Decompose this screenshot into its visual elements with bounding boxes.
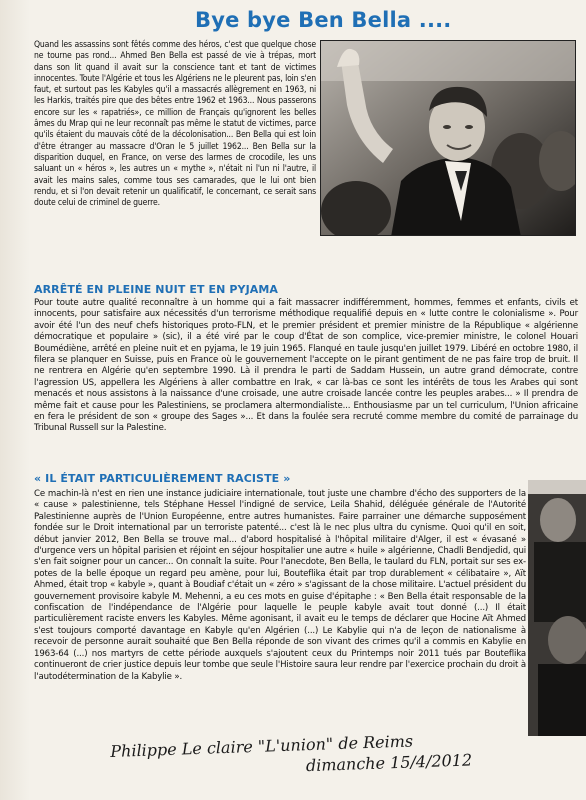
handwritten-signature	[110, 727, 551, 782]
section-heading-arrest: ARRÊTÉ EN PLEINE NUIT ET EN PYJAMA	[34, 283, 279, 296]
section-heading-racist: « IL ÉTAIT PARTICULIÈREMENT RACISTE »	[34, 472, 291, 485]
intro-paragraph	[34, 40, 316, 209]
ben-bella-photo	[320, 40, 576, 236]
signature-author: Philippe Le claire "L'union" de Reims	[110, 731, 414, 761]
photo-illustration	[321, 41, 576, 236]
section-body-racist: Ce machin-là n'est en rien une instance judiciaire internationale, tout juste une chambre d'écho des supporters de la « cause » palestinienne, tels Stéphane Hessel l'indigné de service, Leila Shahid, déléguée générale de l'Autorité Palestinienne auprès de l'Union Européenne, entre autres humanistes. Faire parrainer une démarche supposément fondée sur le Droit international par un terroriste patenté... c'est là le nec plus ultra du cynisme. Quoi qu'il en soit, début janvier 2012, Ben Bella se trouve mal... d'abord hospitalisé à l'hôpital militaire d'Alger, il est « évasané » d'urgence vers un hôpital parisien et réjoint en séjour hospitalier une autre « huile » algérienne, Chadli Bendjedid, qui s'en fait soigner pour un cancer... On connaît la suite. Pour l'anecdote, Ben Bella, le taulard du FLN, portait sur ses ex-potes de la belle époque un regard peu amène, pour lui, Bouteflika était par trop durablement « célibataire », Aït Ahmed, était trop « kabyle », quant à Boudiaf c'était un « zéro » s'agissant de la chose militaire. L'actuel président du gouvernement provisoire kabyle M. Mehenni, a eu ces mots en guise d'épitaphe : « Ben Bella était responsable de la confiscation de l'indépendance de l'Algérie pour laquelle le peuple kabyle avait tout donné (...) Il était particulièrement raciste envers les Kabyles. Même agonisant, il avait eu le temps de déclarer que Hocine Aït Ahmed s'est toujours comporté davantage en Kabyle qu'en Algérien (...) Le Kabylie qui n'a de leçon de nationalisme à recevoir de personne aurait souhaité que Ben Bella réponde de son vivant des crimes qu'il a commis en Kabylie en 1963-64 (...) nos martyrs de cette période auxquels s'ajoutent ceux du Printemps noir 2011 tués par Bouteflika continueront de crier justice depuis leur tombe que seule l'Histoire saura leur rendre par l'exercice prochain du droit à l'autodétermination de la Kabylie ».	[34, 489, 526, 682]
article-title: Bye bye Ben Bella ....	[195, 8, 452, 32]
intro-text: Quand les assassins sont fêtés comme des héros, c'est que quelque chose ne tourne pas rond... Ahmed Ben Bella est passé de vie à trépas, mort dans son lit quand il avait sur la conscience tant et tant de victimes innocentes. Toute l'Algérie et tous les Algériens ne le pleurent pas, loin s'en faut, et surtout pas les Kabyles qu'il a massacrés allègrement en 1963, ni les Harkis, traités pire que des bêtes entre 1962 et 1963... Nous passerons encore sur les « rapatriés», ce million de Français qu'ignorent les belles âmes du Mrap qui ne leur reconnaît pas même le statut de victimes, parce qu'ils étaient du mauvais côté de la décolonisation... Ben Bella qui est loin d'être étranger au massacre d'Oran le 5 juillet 1962... Ben Bella sur la disparition duquel, en France, on verse des larmes de crocodile, les uns saluant un « héros », les autres un « mythe », n'était ni l'un ni l'autre, il avait les mains sales, comme tous ses camarades, que le lui ont bien rendu, et si l'on devait retenir un qualificatif, le concernant, ce serait sans doute celui de criminel de guerre.	[34, 40, 316, 209]
crowd-illustration	[528, 480, 586, 736]
section-body-arrest: Pour toute autre qualité reconnaître à un homme qui a fait massacrer indifféremment, hommes, femmes et enfants, civils et innocents, pour satisfaire aux nécessités d'un terrorisme méthodique requalifié depuis en « lutte contre le colonialisme ». Pour avoir été l'un des neuf chefs historiques proto-FLN, et le premier président et premier ministre de la République « algérienne démocratique et populaire » (sic), il a été viré par le coup d'État de son complice, vice-premier ministre, le colonel Houari Boumédiène, arrêté en pleine nuit et en pyjama, le 19 juin 1965. Flanqué en taule jusqu'en juillet 1979. Libéré en octobre 1980, il filera se planquer en Suisse, puis en France où le gouvernement l'accepte on le pirant gentiment de ne pas faire trop de bruit. Il ne rentrera en Algérie qu'en septembre 1990. Là il prendra le parti de Saddam Hussein, un autre grand démocrate, contre l'agression US, appellera les Algériens à aller combattre en Irak, « car là-bas ce sont les intérêts de tous les Arabes qui sont menacés et nous assistons à la naissance d'une croisade, une autre croisade lancée contre les peuples arabes... » Il prendra de même fait et cause pour les Palestiniens, se proclamera altermondialiste... Enthousiasme par un tel curriculum, l'Union africaine en fera le président de son « groupe des Sages »... Et dans la foulée sera recruté comme membre du comité de parrainage du Tribunal Russell sur la Palestine.	[34, 298, 578, 434]
signature-date: dimanche 15/4/2012	[305, 750, 473, 776]
crowd-photo	[528, 480, 586, 736]
paper-edge	[0, 0, 30, 800]
